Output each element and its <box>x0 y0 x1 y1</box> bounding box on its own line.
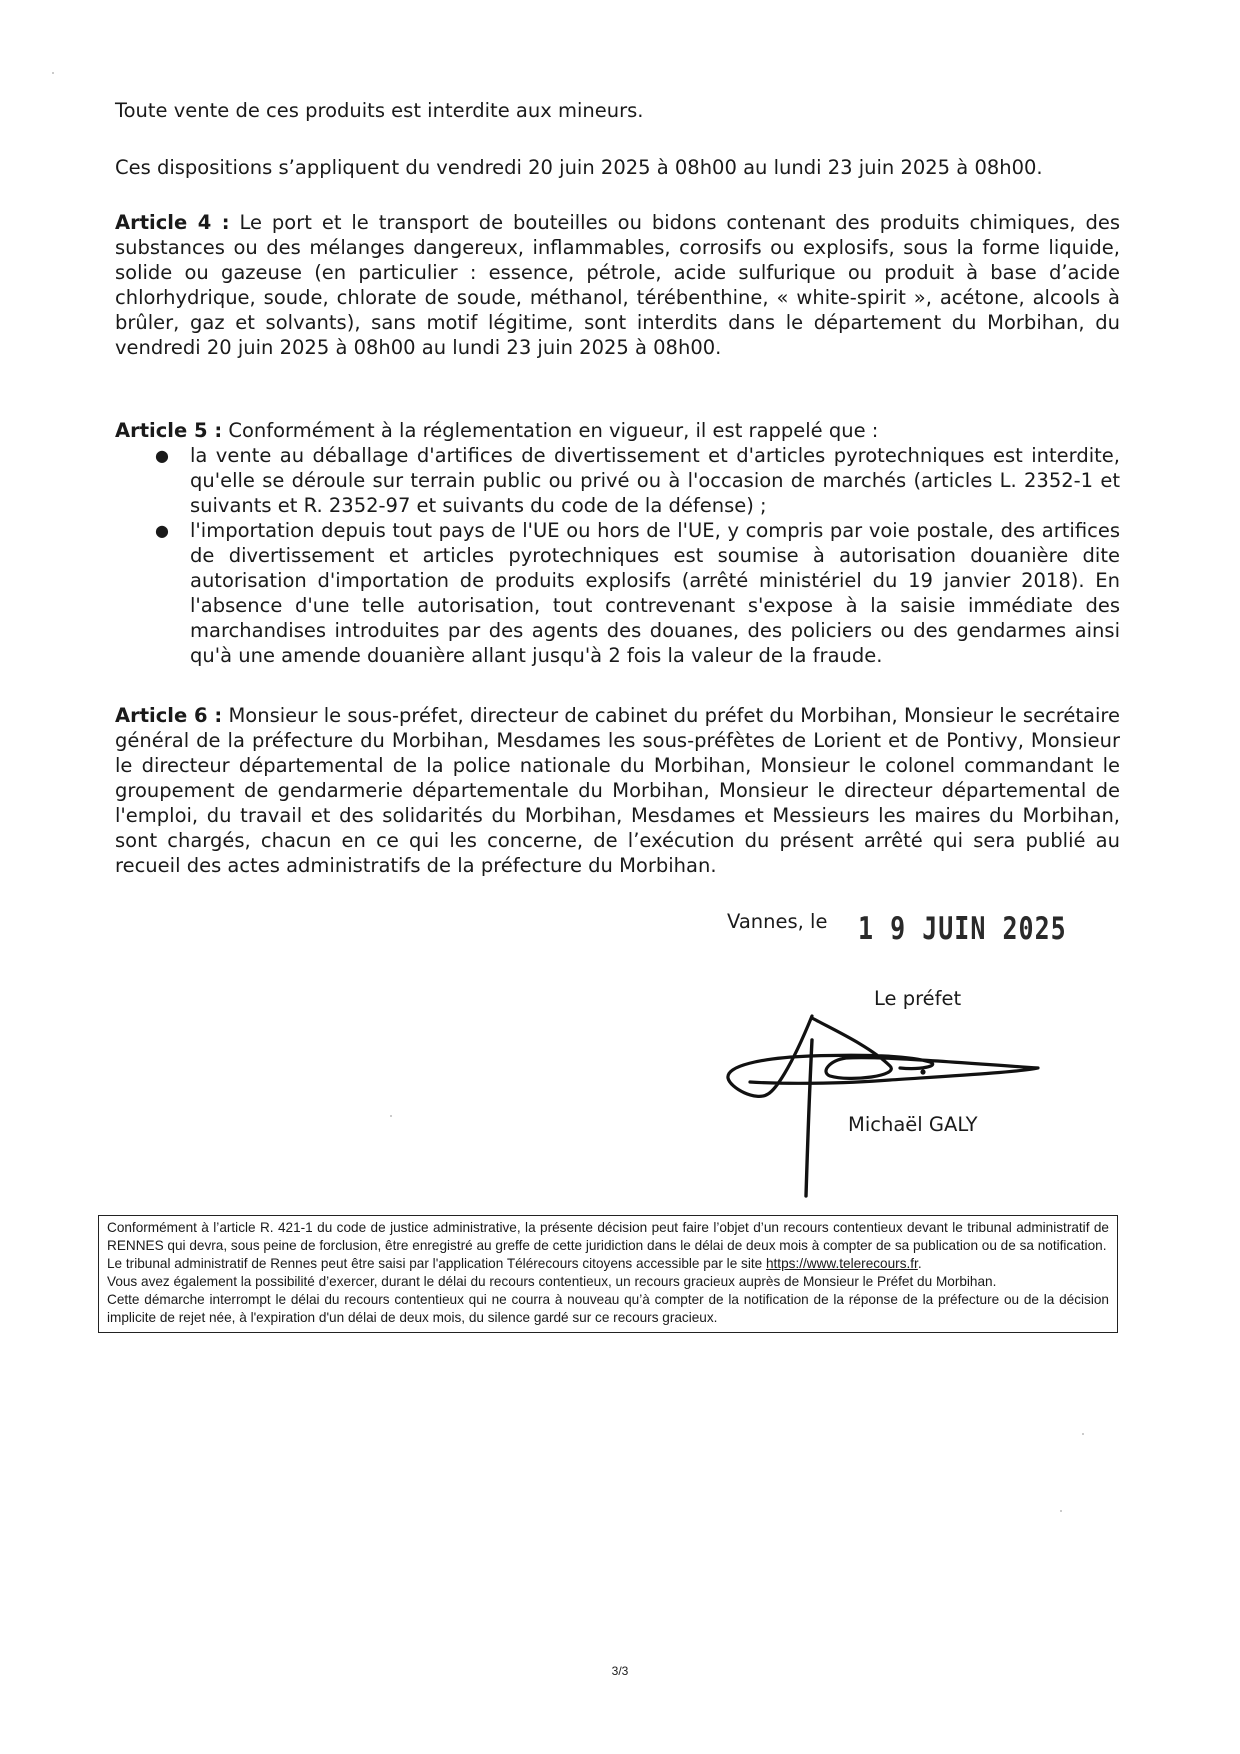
bullet-icon: ● <box>155 521 169 540</box>
signature-role: Le préfet <box>874 987 962 1010</box>
article-5-list <box>115 443 1120 668</box>
telerecours-link[interactable]: https://www.telerecours.fr <box>765 1256 918 1271</box>
scan-speck <box>52 72 54 74</box>
article-4-label: Article 4 : <box>115 211 230 234</box>
dispositions-period: Ces dispositions s’appliquent du vendredi 20 juin 2025 à 08h00 au lundi 23 juin 2025 à 08h00. <box>115 156 1043 179</box>
legal-remedies-notice <box>98 1215 1118 1333</box>
article-4-text: Le port et le transport de bouteilles ou bidons contenant des produits chimiques, des substances ou des mélanges dangereux, inflammables, corrosifs ou explosifs, sous la forme liquide, solide ou gazeuse (en particulier : essence, pétrole, acide sulfurique ou produit à base d’acide chlorhydrique, soude, chlorate de soude, méthanol, térébenthine, « white-spirit », acétone, alcools à brûler, gaz et solvants), sans motif légitime, sont interdits dans le département du Morbihan, du vendredi 20 juin 2025 à 08h00 au lundi 23 juin 2025 à 08h00. <box>115 211 1120 359</box>
handwritten-signature <box>720 1010 1050 1210</box>
list-item: ● l'importation depuis tout pays de l'UE ou hors de l'UE, y compris par voie postale, des artifices de divertissement et articles pyrotechniques est soumise à autorisation douanière dite autorisation d'importation de produits explosifs (arrêté ministériel du 19 janvier 2018). En l'absence d'une telle autorisation, tout contrevenant s'expose à la saisie immédiate des marchandises introduites par des agents des douanes, des policiers ou des gendarmes ainsi qu'à une amende douanière allant jusqu'à 2 fois la valeur de la fraude. <box>155 519 1120 667</box>
scan-speck <box>390 1115 392 1117</box>
notice-paragraph: Conformément à l’article R. 421-1 du code de justice administrative, la présente décision peut faire l’objet d’un recours contentieux devant le tribunal administratif de RENNES qui devra, sous peine de forclusion, être enregistré au greffe de cette juridiction dans le délai de deux mois à compter de sa publication ou de sa notification. <box>107 1220 1109 1253</box>
date-stamp: 1 9 JUIN 2025 <box>858 910 1067 947</box>
notice-paragraph: Vous avez également la possibilité d’exercer, durant le délai du recours contentieux, un recours gracieux auprès de Monsieur le Préfet du Morbihan. <box>107 1274 997 1289</box>
notice-paragraph: Le tribunal administratif de Rennes peut être saisi par l'application Télérecours citoyens accessible par le site https://www.telerecours.fr. <box>107 1256 922 1271</box>
signatory-name: Michaël GALY <box>848 1113 978 1136</box>
list-item: ● la vente au déballage d'artifices de divertissement et d'articles pyrotechniques est interdite, qu'elle se déroule sur terrain public ou privé ou à l'occasion de marchés (articles L. 2352-1 et suivants et R. 2352-97 et suivants du code de la défense) ; <box>155 444 1120 517</box>
scan-speck <box>1082 1433 1084 1435</box>
article-6-label: Article 6 : <box>115 704 223 727</box>
minors-sale-ban: Toute vente de ces produits est interdite aux mineurs. <box>115 99 644 122</box>
article-6 <box>115 703 1120 878</box>
article-5-label: Article 5 : <box>115 419 223 442</box>
notice-paragraph: Cette démarche interrompt le délai du recours contentieux qui ne courra à nouveau qu’à compter de la notification de la réponse de la préfecture ou de la décision implicite de rejet née, à l'expiration d'un délai de deux mois, du silence gardé sur ce recours gracieux. <box>107 1292 1109 1325</box>
article-5 <box>115 418 1120 443</box>
article-4 <box>115 210 1120 360</box>
scan-speck <box>1060 1510 1062 1512</box>
article-5-text: Conformément à la réglementation en vigueur, il est rappelé que : <box>222 419 879 442</box>
bullet-icon: ● <box>155 446 169 465</box>
article-6-text: Monsieur le sous-préfet, directeur de cabinet du préfet du Morbihan, Monsieur le secrétaire général de la préfecture du Morbihan, Mesdames les sous-préfètes de Lorient et de Pontivy, Monsieur le directeur départemental de la police nationale du Morbihan, Monsieur le colonel commandant le groupement de gendarmerie départementale du Morbihan, Monsieur le directeur départemental de l'emploi, du travail et des solidarités du Morbihan, Mesdames et Messieurs les maires du Morbihan, sont chargés, chacun en ce qui les concerne, de l’exécution du présent arrêté qui sera publié au recueil des actes administratifs de la préfecture du Morbihan. <box>115 704 1120 877</box>
signature-place: Vannes, le <box>727 910 828 933</box>
page-number: 3/3 <box>611 1664 629 1678</box>
